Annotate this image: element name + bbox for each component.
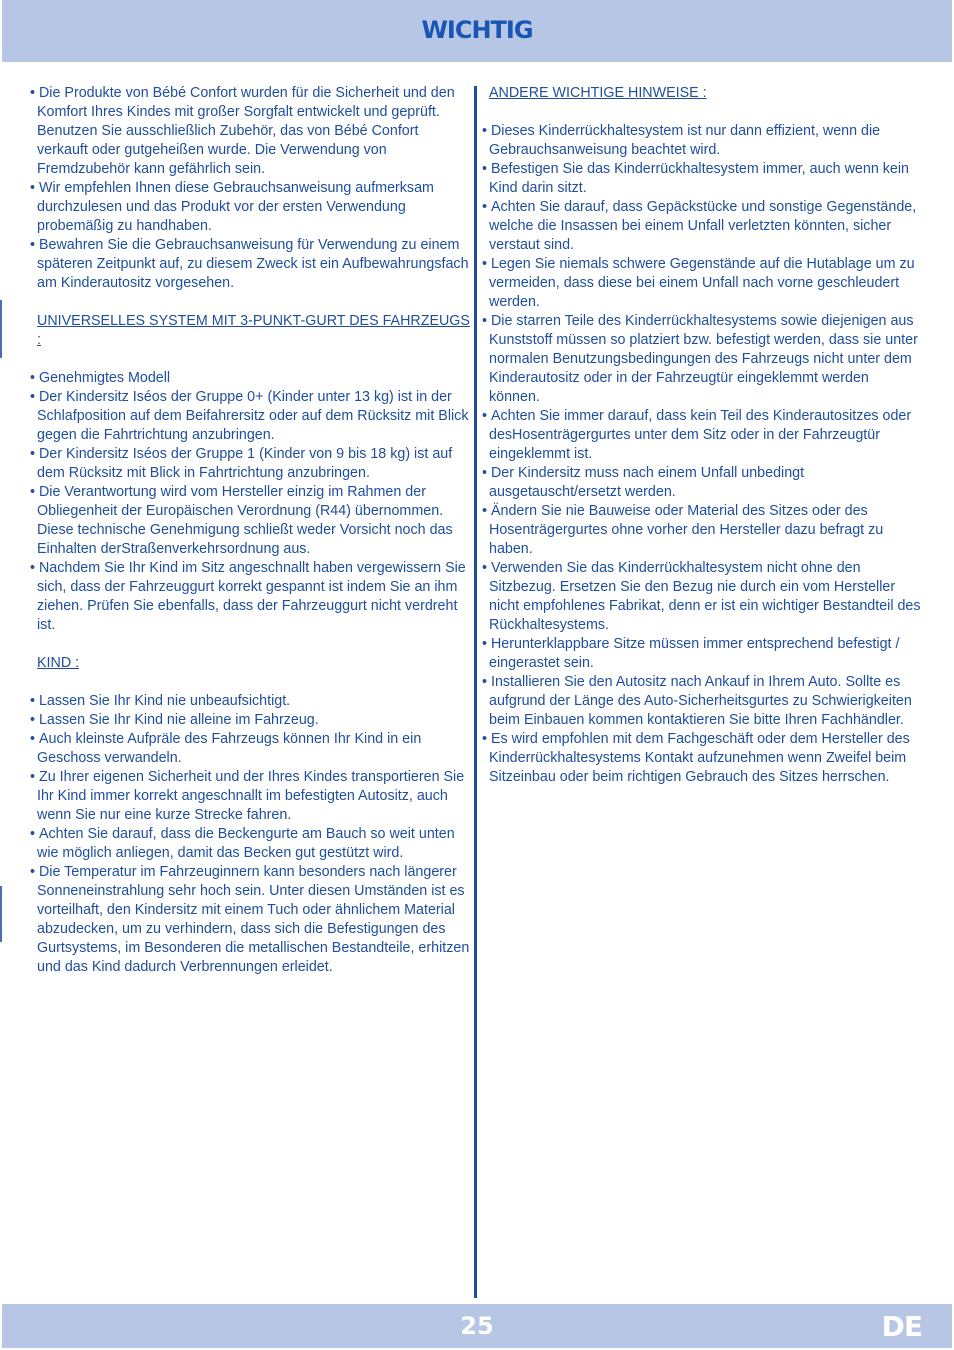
list-item: • Dieses Kinderrückhaltesystem ist nur dann effizient, wenn die Gebrauchsanweisung beachtet wird. (482, 122, 922, 160)
list-item: • Es wird empfohlen mit dem Fachgeschäft oder dem Hersteller des Kinderrückhaltesystems Kontakt aufzunehmen wenn Zweifel beim Sitzeinbau oder beim richtigen Gebrauch des Sitzes herrschen. (482, 730, 922, 787)
list-item: • Der Kindersitz Iséos der Gruppe 0+ (Kinder unter 13 kg) ist in der Schlafposition auf dem Beifahrersitz oder auf dem Rücksitz mit Blick gegen die Fahrtrichtung anzubringen. (30, 388, 472, 445)
list-item: • Achten Sie darauf, dass die Beckengurte am Bauch so weit unten wie möglich anliegen, damit das Becken gut gestützt wird. (30, 825, 472, 863)
kind-list (30, 692, 472, 977)
list-item: • Genehmigtes Modell (30, 369, 472, 388)
list-item: • Achten Sie darauf, dass Gepäckstücke und sonstige Gegenstände, welche die Insassen bei einem Unfall verletzten könnten, sicher verstaut sind. (482, 198, 922, 255)
page-number: 25 (460, 1312, 494, 1340)
list-item: • Der Kindersitz muss nach einem Unfall unbedingt ausgetauscht/ersetzt werden. (482, 464, 922, 502)
list-item: • Die Temperatur im Fahrzeuginnern kann besonders nach längerer Sonneneinstrahlung sehr hoch sein. Unter diesen Umständen ist es vorteilhaft, den Kindersitz mit einem Tuch oder ähnlichem Material abzudecken, um zu verhindern, dass sich die Befestigungen des Gurtsystems, im Besonderen die metallischen Bestandteile, erhitzen und das Kind dadurch Verbrennungen erleidet. (30, 863, 472, 977)
list-item: • Die starren Teile des Kinderrückhaltesystems sowie diejenigen aus Kunststoff müssen so platziert bzw. befestigt werden, dass sie unter normalen Benutzungsbedingungen des Fahrzeugs nicht unter dem Kinderautositz oder in der Fahrzeugtür eingeklemmt werden können. (482, 312, 922, 407)
list-item: • Zu Ihrer eigenen Sicherheit und der Ihres Kindes transportieren Sie Ihr Kind immer korrekt angeschnallt im befestigten Autositz, auch wenn Sie nur eine kurze Strecke fahren. (30, 768, 472, 825)
list-item: • Bewahren Sie die Gebrauchsanweisung für Verwendung zu einem späteren Zeitpunkt auf, zu diesem Zweck ist ein Aufbewahrungsfach am Kinderautositz vorgesehen. (30, 236, 472, 293)
section-heading-kind: KIND : (37, 655, 80, 671)
list-item: • Die Verantwortung wird vom Hersteller einzig im Rahmen der Obliegenheit der Europäischen Verordnung (R44) übernommen. Diese technische Genehmigung schließt weder Vorsicht noch das Einhalten derStraßenverkehrsordnung aus. (30, 483, 472, 559)
page-title: WICHTIG (421, 16, 533, 44)
list-item: • Die Produkte von Bébé Confort wurden für die Sicherheit und den Komfort Ihres Kindes mit großer Sorgfalt entwickelt und geprüft. Benutzen Sie ausschließlich Zubehör, das von Bébé Confort verkauft oder gutgeheißen wurde. Die Verwendung von Fremdzubehör kann gefährlich sein. (30, 84, 472, 179)
edge-mark (0, 886, 2, 942)
spacer (30, 293, 472, 312)
section-heading-universal-system: UNIVERSELLES SYSTEM MIT 3-PUNKT-GURT DES FAHRZEUGS : (37, 313, 470, 348)
list-item: • Legen Sie niemals schwere Gegenstände auf die Hutablage um zu vermeiden, dass diese bei einem Unfall nach vorne geschleudert werden. (482, 255, 922, 312)
spacer (30, 673, 472, 692)
column-divider (474, 86, 477, 1298)
left-column (30, 84, 472, 977)
edge-mark (0, 300, 2, 358)
intro-list (30, 84, 472, 293)
universal-system-list (30, 369, 472, 635)
list-item: • Wir empfehlen Ihnen diese Gebrauchsanweisung aufmerksam durchzulesen und das Produkt vor der ersten Verwendung probemäßig zu handhaben. (30, 179, 472, 236)
list-item: • Der Kindersitz Iséos der Gruppe 1 (Kinder von 9 bis 18 kg) ist auf dem Rücksitz mit Blick in Fahrtrichtung anzubringen. (30, 445, 472, 483)
right-column (482, 84, 922, 787)
list-item: • Nachdem Sie Ihr Kind im Sitz angeschnallt haben vergewissern Sie sich, dass der Fahrzeuggurt korrekt gespannt ist indem Sie an ihm ziehen. Prüfen Sie ebenfalls, dass der Fahrzeuggurt nicht verdreht ist. (30, 559, 472, 635)
list-item: • Lassen Sie Ihr Kind nie alleine im Fahrzeug. (30, 711, 472, 730)
list-item: • Installieren Sie den Autositz nach Ankauf in Ihrem Auto. Sollte es aufgrund der Länge des Auto-Sicherheitsgurtes zu Schwierigkeiten beim Einbauen kommen kontaktieren Sie bitte Ihren Fachhändler. (482, 673, 922, 730)
list-item: • Ändern Sie nie Bauweise oder Material des Sitzes oder des Hosenträgergurtes ohne vorher den Hersteller dazu befragt zu haben. (482, 502, 922, 559)
section-heading-other-notes: ANDERE WICHTIGE HINWEISE : (489, 85, 707, 101)
footer-band (2, 1304, 952, 1348)
spacer (482, 103, 922, 122)
list-item: • Herunterklappbare Sitze müssen immer entsprechend befestigt / eingerastet sein. (482, 635, 922, 673)
list-item: • Befestigen Sie das Kinderrückhaltesystem immer, auch wenn kein Kind darin sitzt. (482, 160, 922, 198)
spacer (30, 635, 472, 654)
language-code: DE (881, 1310, 922, 1343)
list-item: • Lassen Sie Ihr Kind nie unbeaufsichtigt. (30, 692, 472, 711)
other-notes-list (482, 122, 922, 787)
header-band (2, 0, 952, 62)
spacer (30, 350, 472, 369)
list-item: • Auch kleinste Aufpräle des Fahrzeugs können Ihr Kind in ein Geschoss verwandeln. (30, 730, 472, 768)
list-item: • Achten Sie immer darauf, dass kein Teil des Kinderautositzes oder desHosenträgergurtes unter dem Sitz oder in der Fahrzeugtür eingeklemmt ist. (482, 407, 922, 464)
list-item: • Verwenden Sie das Kinderrückhaltesystem nicht ohne den Sitzbezug. Ersetzen Sie den Bezug nie durch ein vom Hersteller nicht empfohlenes Fabrikat, denn er ist ein wichtiger Bestandteil des Rückhaltesystems. (482, 559, 922, 635)
